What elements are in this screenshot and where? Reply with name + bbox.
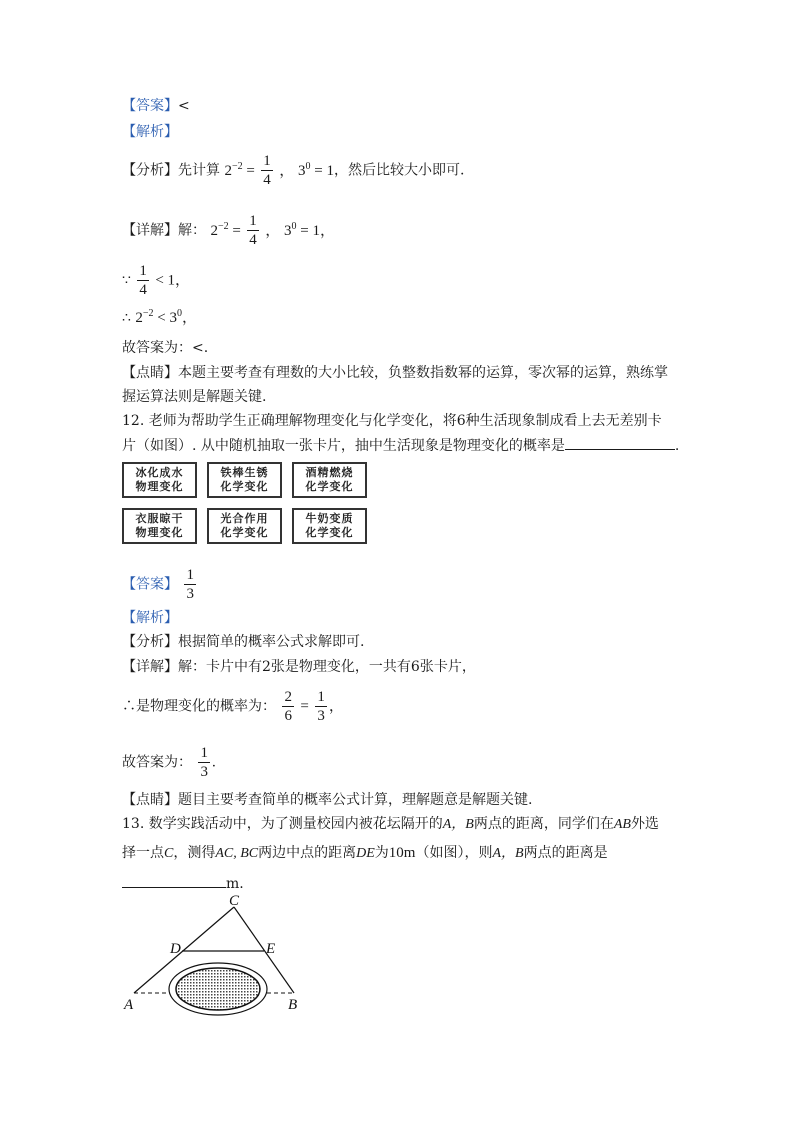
q11-xiangjie-line xyxy=(122,212,335,249)
answer-value: < xyxy=(178,98,190,114)
card: 衣服晾干 物理变化 xyxy=(122,508,197,544)
q12-stem-line2 xyxy=(122,435,679,456)
fraction: $\frac{1}{4}$ xyxy=(249,213,257,248)
question-text: 择一点 xyxy=(122,845,164,861)
label-c: C xyxy=(229,895,240,909)
dianjing-text: 本题主要考查有理数的大小比较，负整数指数幂的运算，零次幂的运算，熟练掌 xyxy=(178,365,668,381)
question-text: 13. 数学实践活动中，为了测量校园内被花坛隔开的 xyxy=(122,816,443,832)
period: . xyxy=(674,438,680,454)
dianjing-label: 【点睛】 xyxy=(122,792,178,808)
therefore-symbol: ∴ xyxy=(122,310,131,326)
label-a: A xyxy=(124,997,134,1013)
analysis-label: 【解析】 xyxy=(122,610,178,626)
card: 酒精燃烧 化学变化 xyxy=(292,462,367,498)
point-labels: A，B xyxy=(492,846,524,861)
question-text: 外选 xyxy=(630,816,659,832)
q11-because-line xyxy=(122,262,190,299)
question-text: 片（如图）. 从中随机抽取一张卡片，抽中生活现象是物理变化的概率是 xyxy=(122,438,565,454)
question-text: ，测得 xyxy=(173,845,216,861)
xiangjie-label: 【详解】 xyxy=(122,659,178,675)
xiangjie-text: 解： xyxy=(178,222,206,239)
fraction: $\frac{1}{3}$ xyxy=(186,567,194,602)
segment-label: AB xyxy=(613,817,631,832)
q12-stem-line1 xyxy=(122,411,662,431)
label-d: D xyxy=(170,941,181,957)
segment-labels: AC, BC xyxy=(215,846,259,861)
question-text: 两点的距离，同学们在 xyxy=(473,816,614,832)
card: 牛奶变质 化学变化 xyxy=(292,508,367,544)
q13-stem-line1 xyxy=(122,814,659,835)
dianjing-text: 握运算法则是解题关键. xyxy=(122,389,267,405)
fenxi-label: 【分析】 xyxy=(122,162,178,179)
card: 冰化成水 物理变化 xyxy=(122,462,197,498)
math-expr: ， $3^0 = 1$， xyxy=(265,220,335,239)
q11-dianjing-line1 xyxy=(122,363,668,383)
answer-blank xyxy=(122,873,226,888)
fenxi-label: 【分析】 xyxy=(122,634,178,650)
triangle-figure xyxy=(118,895,318,1024)
card: 铁棒生锈 化学变化 xyxy=(207,462,282,498)
q12-xiangjie-line xyxy=(122,657,476,677)
q11-answer-line xyxy=(122,96,190,116)
xiangjie-label: 【详解】 xyxy=(122,222,178,239)
fraction: $\frac{1}{4}$ xyxy=(139,263,147,298)
q11-fenxi-line xyxy=(122,152,464,189)
q13-stem-line2 xyxy=(122,843,608,864)
label-e: E xyxy=(266,941,276,957)
dianjing-text: 题目主要考查简单的概率公式计算，理解题意是解题关键. xyxy=(178,792,533,808)
flowerbed-inner xyxy=(176,968,260,1010)
question-text: （如图），则 xyxy=(415,845,493,861)
q11-dianjing-line2 xyxy=(122,387,266,407)
fenxi-text: 先计算 xyxy=(178,162,220,179)
length-value: 10m xyxy=(388,845,416,861)
fraction: $\frac{1}{4}$ xyxy=(263,153,271,188)
math-expr: = xyxy=(300,698,309,715)
question-text: 12. 老师为帮助学生正确理解物理变化与化学变化，将6种生活现象制成看上去无差别卡 xyxy=(122,413,662,429)
fraction: $\frac{1}{3}$ xyxy=(317,689,325,724)
card: 光合作用 化学变化 xyxy=(207,508,282,544)
answer-label: 【答案】 xyxy=(122,98,178,114)
math-expr: < 1， xyxy=(155,272,191,289)
fraction: $\frac{2}{6}$ xyxy=(284,689,292,724)
q12-guda-line: 故答案为： $\frac{1}{3}$ . xyxy=(122,745,216,780)
segment-label: DE xyxy=(356,846,375,861)
label-b: B xyxy=(288,997,298,1013)
q12-analysis-line xyxy=(122,608,178,628)
guda-text: 故答案为： xyxy=(122,754,192,771)
therefore-text: ∴是物理变化的概率为： xyxy=(122,698,276,715)
q12-dianjing-line xyxy=(122,790,532,810)
because-symbol: ∵ xyxy=(122,272,131,289)
q11-therefore-line xyxy=(122,308,197,328)
phenomenon-cards xyxy=(122,462,372,548)
q12-fenxi-line xyxy=(122,632,364,652)
q13-stem-line3 xyxy=(122,873,244,894)
q11-analysis-line xyxy=(122,122,178,142)
question-text: 为 xyxy=(374,845,389,861)
unit: m. xyxy=(226,876,244,892)
q11-guda-line xyxy=(122,338,208,358)
question-text: 两点的距离是 xyxy=(523,845,608,861)
math-expr: ， $3^0 = 1$ xyxy=(279,160,334,179)
fenxi-text-end: ，然后比较大小即可. xyxy=(333,162,465,179)
question-text: 两边中点的距离 xyxy=(258,845,357,861)
triangle-diagram xyxy=(118,895,318,1020)
answer-label: 【答案】 xyxy=(122,576,178,593)
math-expr: $2^{-2}$ = xyxy=(210,220,241,239)
math-expr: $2^{-2}$ = xyxy=(224,160,255,179)
xiangjie-text: 解：卡片中有2张是物理变化，一共有6张卡片， xyxy=(178,659,476,675)
guda-text: 故答案为：<. xyxy=(122,340,209,356)
analysis-label: 【解析】 xyxy=(122,124,178,140)
math-expr: $2^{-2} < 3^0$， xyxy=(135,308,197,326)
answer-blank xyxy=(565,435,675,450)
point-labels: A，B xyxy=(442,817,474,832)
fenxi-text: 根据简单的概率公式求解即可. xyxy=(178,634,365,650)
q12-therefore-line: ∴是物理变化的概率为： $\frac{2}{6}$ = $\frac{1}{3}$ ， xyxy=(122,689,344,724)
dianjing-label: 【点睛】 xyxy=(122,365,178,381)
point-label: C xyxy=(164,846,174,861)
fraction: $\frac{1}{3}$ xyxy=(200,745,208,780)
q12-answer-line xyxy=(122,566,198,603)
